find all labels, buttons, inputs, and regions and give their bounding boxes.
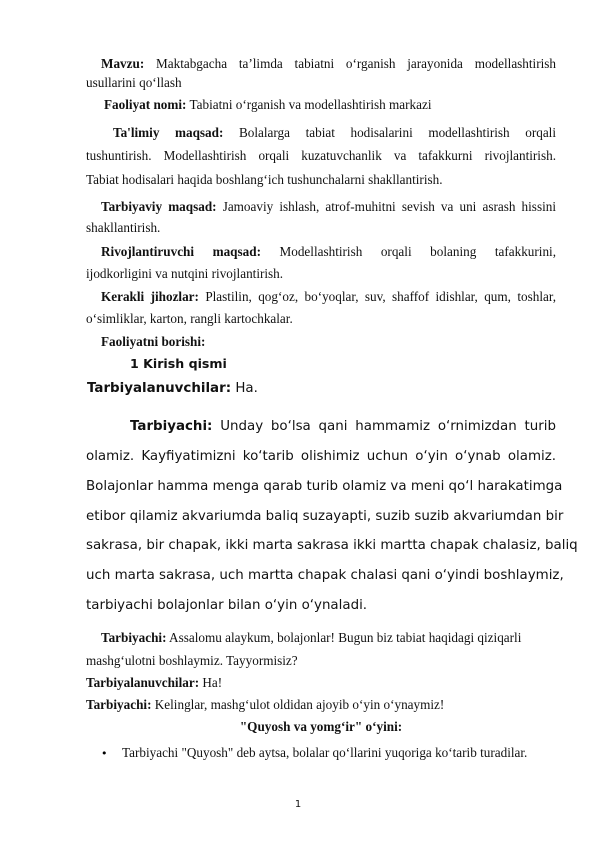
tools-text: Plastilin, qog‘oz, bo‘yoqlar, suv, shaffof idishlar, qum, toshlar, <box>205 289 556 304</box>
teacher-greeting-text-cont: mashg‘ulotni boshlaymiz. Tayyormisiz? <box>86 653 298 668</box>
dev-goal-text-cont: ijodkorligini va nutqini rivojlantirish. <box>86 266 284 281</box>
topic-line-1 <box>101 56 556 72</box>
bullet-item-text: Tarbiyachi "Quyosh" deb aytsa, bolalar qo‘llarini yuqoriga ko‘tarib turadilar. <box>122 745 528 760</box>
bullet-icon: • <box>101 747 108 760</box>
upbringing-goal-text: Jamoaviy ishlash, atrof-muhitni sevish va uni asrash hissini <box>222 199 556 214</box>
dev-goal-text: Modellashtirish orqali bolaning tafakkurini, <box>279 244 556 259</box>
activity-text: Tabiatni o‘rganish va modellashtirish markazi <box>189 97 432 112</box>
upbringing-goal-label: Tarbiyaviy maqsad: <box>101 199 217 214</box>
teacher-text-2: olamiz. Kayfiyatimizni ko‘tarib olishimiz uchun o‘yin o‘ynab olamiz. <box>86 449 556 464</box>
progress-label: Faoliyatni borishi: <box>101 334 206 349</box>
teacher-paragraph-line-7 <box>86 598 556 613</box>
tools-label: Kerakli jihozlar: <box>101 289 199 304</box>
tools-line-2 <box>86 311 556 327</box>
teacher-label-2: Tarbiyachi: <box>101 630 167 645</box>
upbringing-goal-line-2 <box>86 220 556 236</box>
teacher-greeting-text: Assalomu alaykum, bolajonlar! Bugun biz tabiat haqidagi qiziqarli <box>169 630 522 645</box>
teacher-text-6: uch marta sakrasa, uch martta chapak chalasi qani o‘yindi boshlaymiz, <box>86 568 564 583</box>
children-reply-1 <box>87 381 557 396</box>
teacher-greeting-line-1 <box>101 630 571 646</box>
teacher-text-7: tarbiyachi bolajonlar bilan o‘yin o‘ynaladi. <box>86 598 368 613</box>
edu-goal-text-end: Tabiat hodisalari haqida boshlang‘ich tushunchalarni shakllantirish. <box>86 172 443 187</box>
edu-goal-line-1 <box>113 125 556 141</box>
edu-goal-text: Bolalarga tabiat hodisalarini modellashtirish orqali <box>238 125 556 140</box>
teacher-label-3: Tarbiyachi: <box>86 697 152 712</box>
progress-heading <box>101 334 571 350</box>
topic-text: Maktabgacha ta’limda tabiatni o‘rganish jarayonida modellashtirish <box>156 56 557 71</box>
children-label: Tarbiyalanuvchilar: <box>87 381 232 396</box>
bullet-item-1 <box>122 745 556 761</box>
teacher-paragraph-line-1 <box>130 419 556 434</box>
edu-goal-text-cont: tushuntirish. Modellashtirish orqali kuzatuvchanlik va tafakkurni rivojlantirish. <box>86 148 556 163</box>
teacher-text-5: sakrasa, bir chapak, ikki marta sakrasa ikki martta chapak chalasiz, baliq <box>86 538 578 553</box>
topic-text-cont: usullarini qo‘llash <box>86 75 182 90</box>
upbringing-goal-line-1 <box>101 199 556 215</box>
game-title <box>86 719 556 735</box>
children-label-2: Tarbiyalanuvchilar: <box>86 675 200 690</box>
dev-goal-line-1 <box>101 244 556 260</box>
children-reply-2 <box>86 675 556 691</box>
intro-heading <box>130 356 596 371</box>
edu-goal-line-2 <box>86 148 556 164</box>
teacher-paragraph-line-4 <box>86 509 564 524</box>
activity-label: Faoliyat nomi: <box>104 97 187 112</box>
teacher-label: Tarbiyachi: <box>130 419 213 434</box>
children-text-2: Ha! <box>202 675 223 690</box>
teacher-greeting-line-2 <box>86 653 556 669</box>
edu-goal-line-3 <box>86 172 556 188</box>
topic-label: Mavzu: <box>101 56 145 71</box>
dev-goal-label: Rivojlantiruvchi maqsad: <box>101 244 261 259</box>
teacher-text-3: Bolajonlar hamma menga qarab turib olamiz va meni qo‘l harakatimga <box>86 479 563 494</box>
teacher-paragraph-line-6 <box>86 568 564 583</box>
topic-line-2 <box>86 75 556 91</box>
game-title-text: "Quyosh va yomg‘ir" o‘yini: <box>239 719 403 734</box>
teacher-invite-line <box>86 697 556 713</box>
tools-text-cont: o‘simliklar, karton, rangli kartochkalar. <box>86 311 293 326</box>
teacher-paragraph-line-5 <box>86 538 578 553</box>
upbringing-goal-text-cont: shakllantirish. <box>86 220 161 235</box>
page-number: 1 <box>294 799 302 810</box>
activity-line <box>104 97 574 113</box>
teacher-paragraph-line-3 <box>86 479 563 494</box>
edu-goal-label: Ta'limiy maqsad: <box>113 125 224 140</box>
dev-goal-line-2 <box>86 266 556 282</box>
tools-line-1 <box>101 289 556 305</box>
teacher-text-4: etibor qilamiz akvariumda baliq suzayapti, suzib suzib akvariumdan bir <box>86 509 564 524</box>
intro-label: 1 Kirish qismi <box>130 356 227 371</box>
teacher-invite-text: Kelinglar, mashg‘ulot oldidan ajoyib o‘yin o‘ynaymiz! <box>154 697 445 712</box>
teacher-text: Unday bo‘lsa qani hammamiz o‘rnimizdan turib <box>220 419 556 434</box>
children-text: Ha. <box>235 381 258 396</box>
teacher-paragraph-line-2 <box>86 449 556 464</box>
